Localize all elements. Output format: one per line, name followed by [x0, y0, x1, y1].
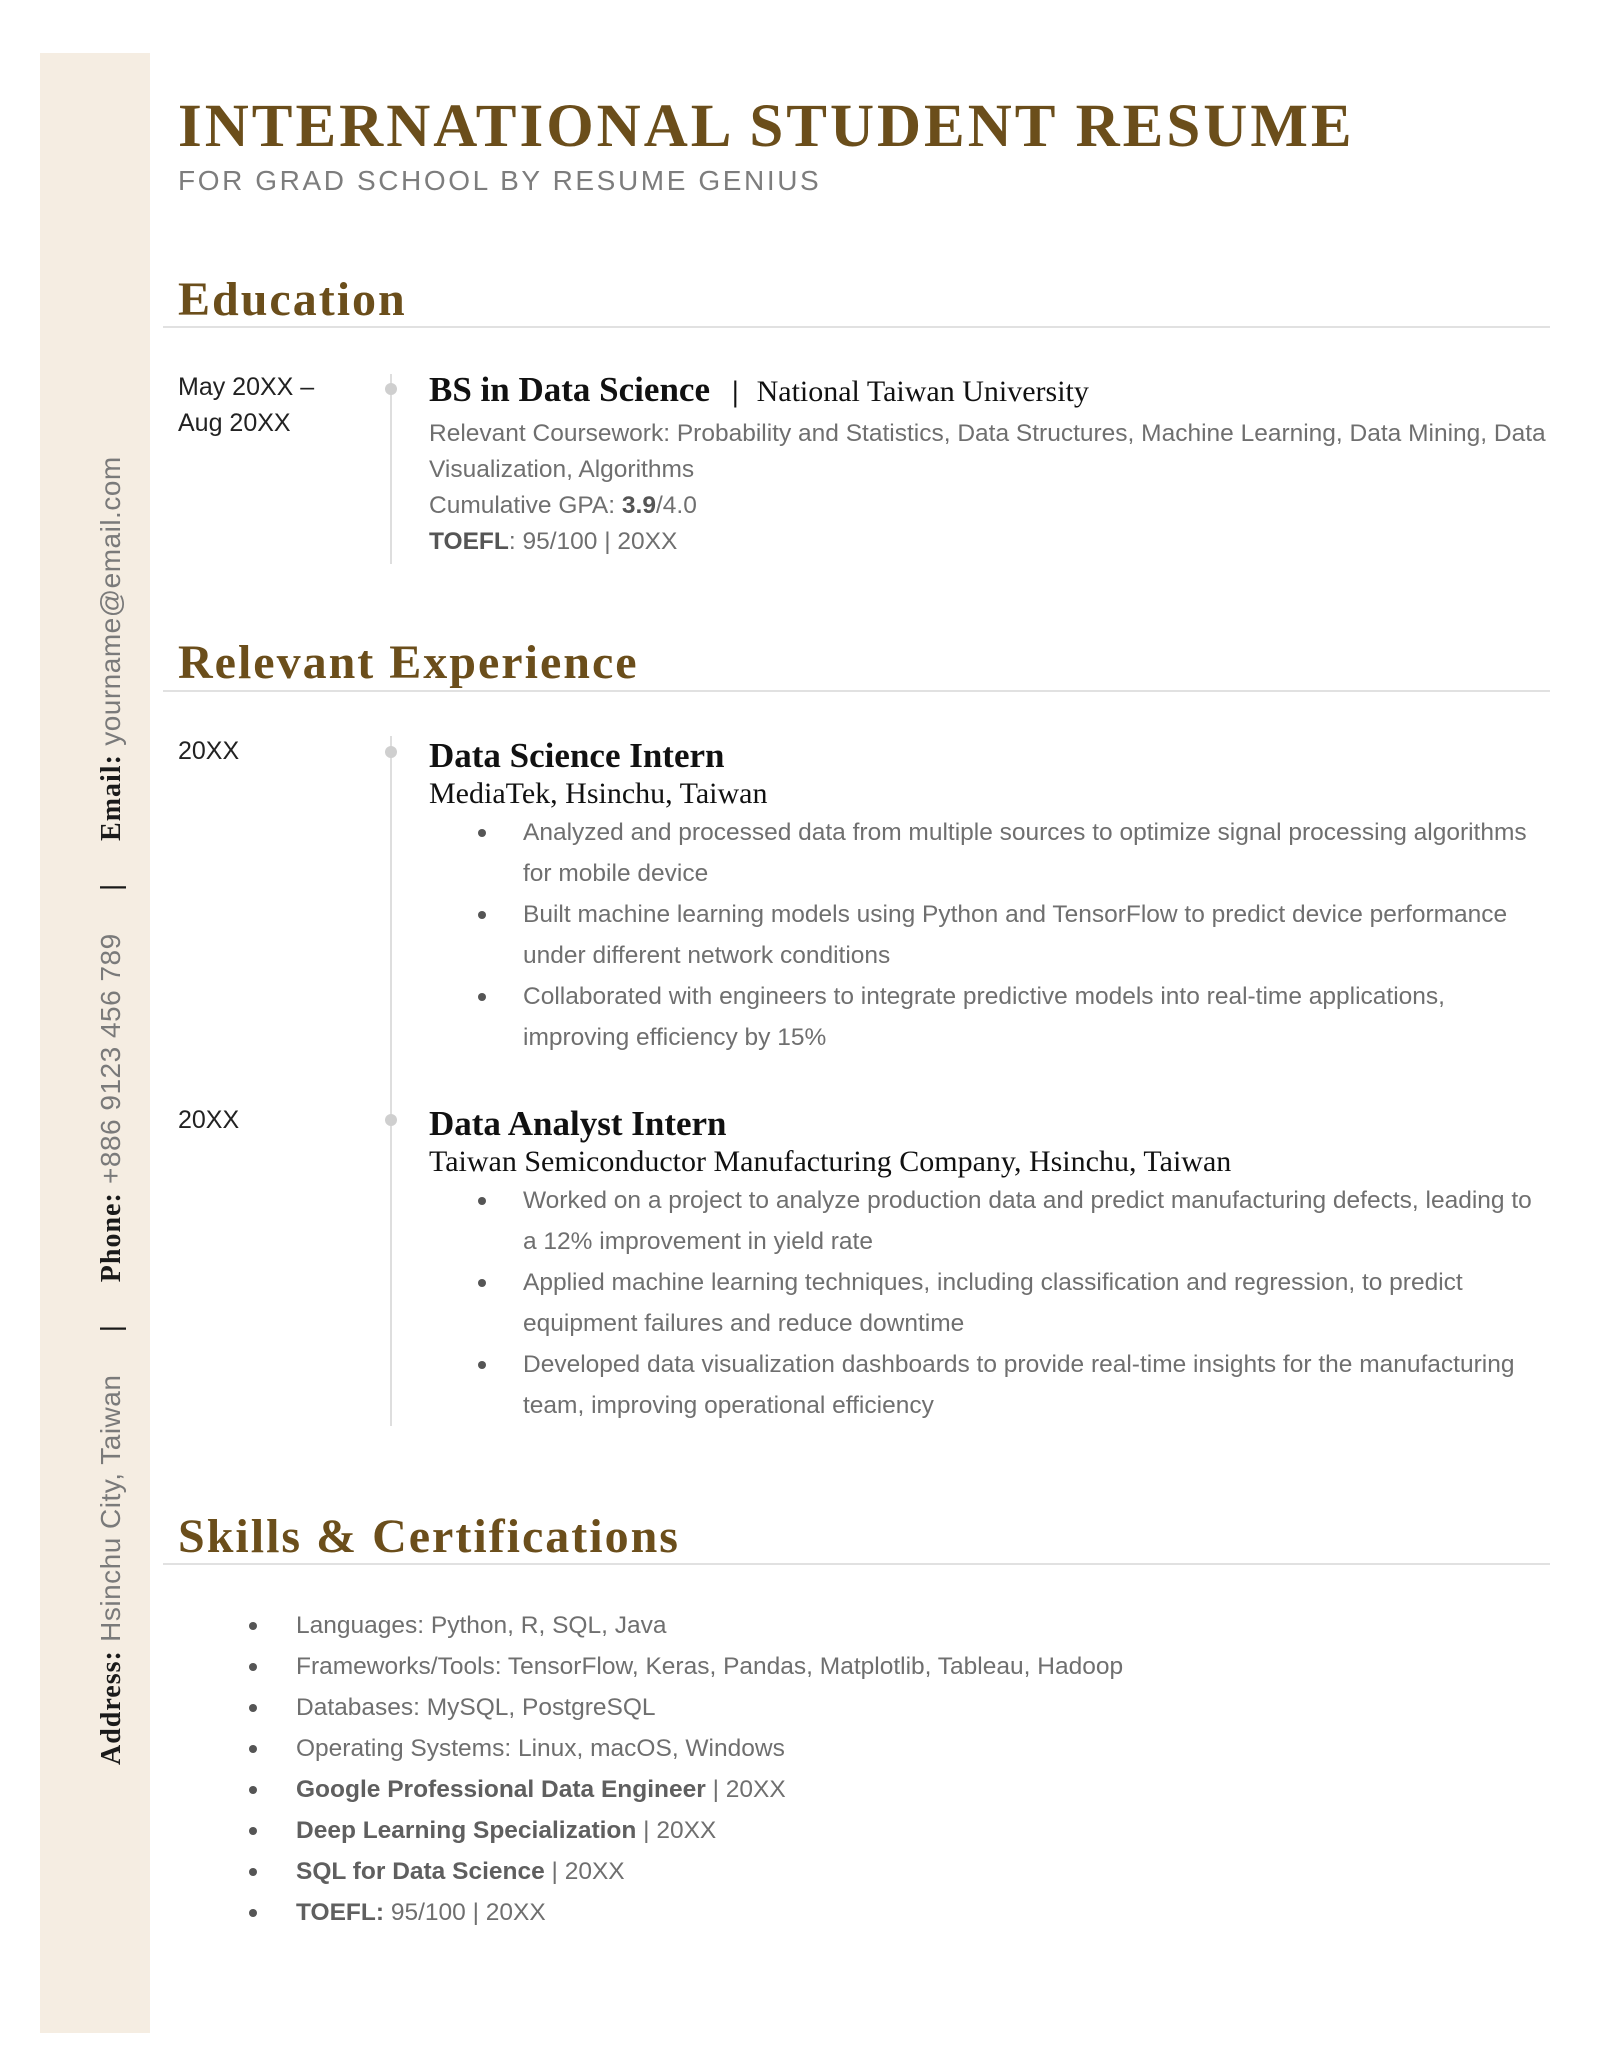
skills-heading: Skills & Certifications — [178, 1510, 680, 1563]
list-item: Built machine learning models using Python and TensorFlow to predict device performance under different network conditions — [429, 894, 1549, 976]
skill-text: Frameworks/Tools: TensorFlow, Keras, Pandas, Matplotlib, Tableau, Hadoop — [296, 1653, 1124, 1680]
phone-label: Phone: — [96, 1192, 127, 1283]
certification-name: Deep Learning Specialization — [296, 1817, 637, 1844]
gpa-scale: /4.0 — [655, 492, 697, 519]
skill-text: Databases: MySQL, PostgreSQL — [296, 1694, 656, 1721]
timeline-dot — [385, 383, 397, 395]
resume-subtitle: FOR GRAD SCHOOL BY RESUME GENIUS — [178, 165, 822, 196]
job-title: Data Science Intern — [429, 736, 725, 775]
toefl-line — [429, 524, 1549, 560]
section-divider — [163, 690, 1550, 692]
certification-date: | 20XX — [544, 1858, 625, 1885]
experience-date: 20XX — [178, 1106, 240, 1134]
certification-name: Google Professional Data Engineer — [296, 1776, 706, 1803]
list-item: Collaborated with engineers to integrate predictive models into real-time applications, improving efficiency by 15% — [429, 976, 1549, 1058]
list-item — [200, 1892, 1400, 1933]
date-start: May 20XX – — [178, 373, 315, 401]
list-item: Analyzed and processed data from multiple sources to optimize signal processing algorithms for mobile device — [429, 812, 1549, 894]
education-heading: Education — [178, 273, 407, 326]
contact-info — [95, 456, 128, 1765]
list-item — [200, 1851, 1400, 1892]
list-item — [200, 1687, 1400, 1728]
bullet-list — [429, 812, 1549, 1058]
skill-text: Languages: Python, R, SQL, Java — [296, 1612, 667, 1639]
list-item: Developed data visualization dashboards to provide real-time insights for the manufacturing team, improving operational efficiency — [429, 1344, 1549, 1426]
timeline-line — [390, 374, 392, 564]
date-end: Aug 20XX — [178, 409, 291, 437]
experience-heading: Relevant Experience — [178, 636, 639, 689]
list-item — [200, 1605, 1400, 1646]
phone-value: +886 9123 456 789 — [95, 933, 126, 1184]
address-label: Address: — [96, 1650, 127, 1765]
section-divider — [163, 326, 1550, 328]
bullet-list — [429, 1180, 1549, 1426]
certification-date: | 20XX — [705, 1776, 786, 1803]
list-item — [200, 1728, 1400, 1769]
certification-date: | 20XX — [636, 1817, 717, 1844]
experience-date: 20XX — [178, 737, 240, 765]
school-name: National Taiwan University — [756, 375, 1089, 408]
email-label: Email: — [96, 754, 127, 841]
education-date — [178, 369, 314, 441]
certification-name: SQL for Data Science — [296, 1858, 545, 1885]
contact-separator: | — [95, 883, 126, 892]
list-item — [200, 1769, 1400, 1810]
list-item: Worked on a project to analyze production data and predict manufacturing defects, leading to a 12% improvement in yield rate — [429, 1180, 1549, 1262]
job-title: Data Analyst Intern — [429, 1104, 727, 1143]
degree-title: BS in Data Science — [429, 370, 710, 409]
toefl-value: : 95/100 | 20XX — [508, 528, 678, 555]
skill-text: Operating Systems: Linux, macOS, Windows — [296, 1735, 785, 1762]
education-entry — [429, 370, 1549, 560]
certification-name: TOEFL: — [296, 1899, 385, 1926]
timeline-dot — [385, 746, 397, 758]
timeline-line — [390, 736, 392, 1426]
list-item: Applied machine learning techniques, including classification and regression, to predict equipment failures and reduce downtime — [429, 1262, 1549, 1344]
toefl-label: TOEFL — [429, 528, 509, 555]
gpa-label: Cumulative GPA: — [429, 492, 622, 519]
list-item — [200, 1810, 1400, 1851]
gpa-line — [429, 488, 1549, 524]
certification-date: 95/100 | 20XX — [384, 1899, 546, 1926]
address-value: Hsinchu City, Taiwan — [95, 1374, 126, 1642]
company-name: MediaTek, Hsinchu, Taiwan — [429, 777, 768, 810]
coursework: Relevant Coursework: Probability and Statistics, Data Structures, Machine Learning, Data Mining, Data Visualization, Algorithms — [429, 420, 1546, 483]
section-divider — [163, 1563, 1550, 1565]
company-name: Taiwan Semiconductor Manufacturing Company, Hsinchu, Taiwan — [429, 1145, 1232, 1178]
resume-title: INTERNATIONAL STUDENT RESUME — [178, 93, 1355, 160]
email-value: yourname@email.com — [95, 456, 126, 746]
skills-list — [200, 1605, 1400, 1933]
list-item — [200, 1646, 1400, 1687]
gpa-value: 3.9 — [621, 492, 656, 519]
pipe-separator: | — [731, 375, 739, 408]
contact-separator: | — [95, 1324, 126, 1333]
experience-entry — [429, 1104, 1549, 1426]
timeline-dot — [385, 1114, 397, 1126]
experience-entry — [429, 736, 1549, 1058]
education-head — [429, 370, 1549, 410]
